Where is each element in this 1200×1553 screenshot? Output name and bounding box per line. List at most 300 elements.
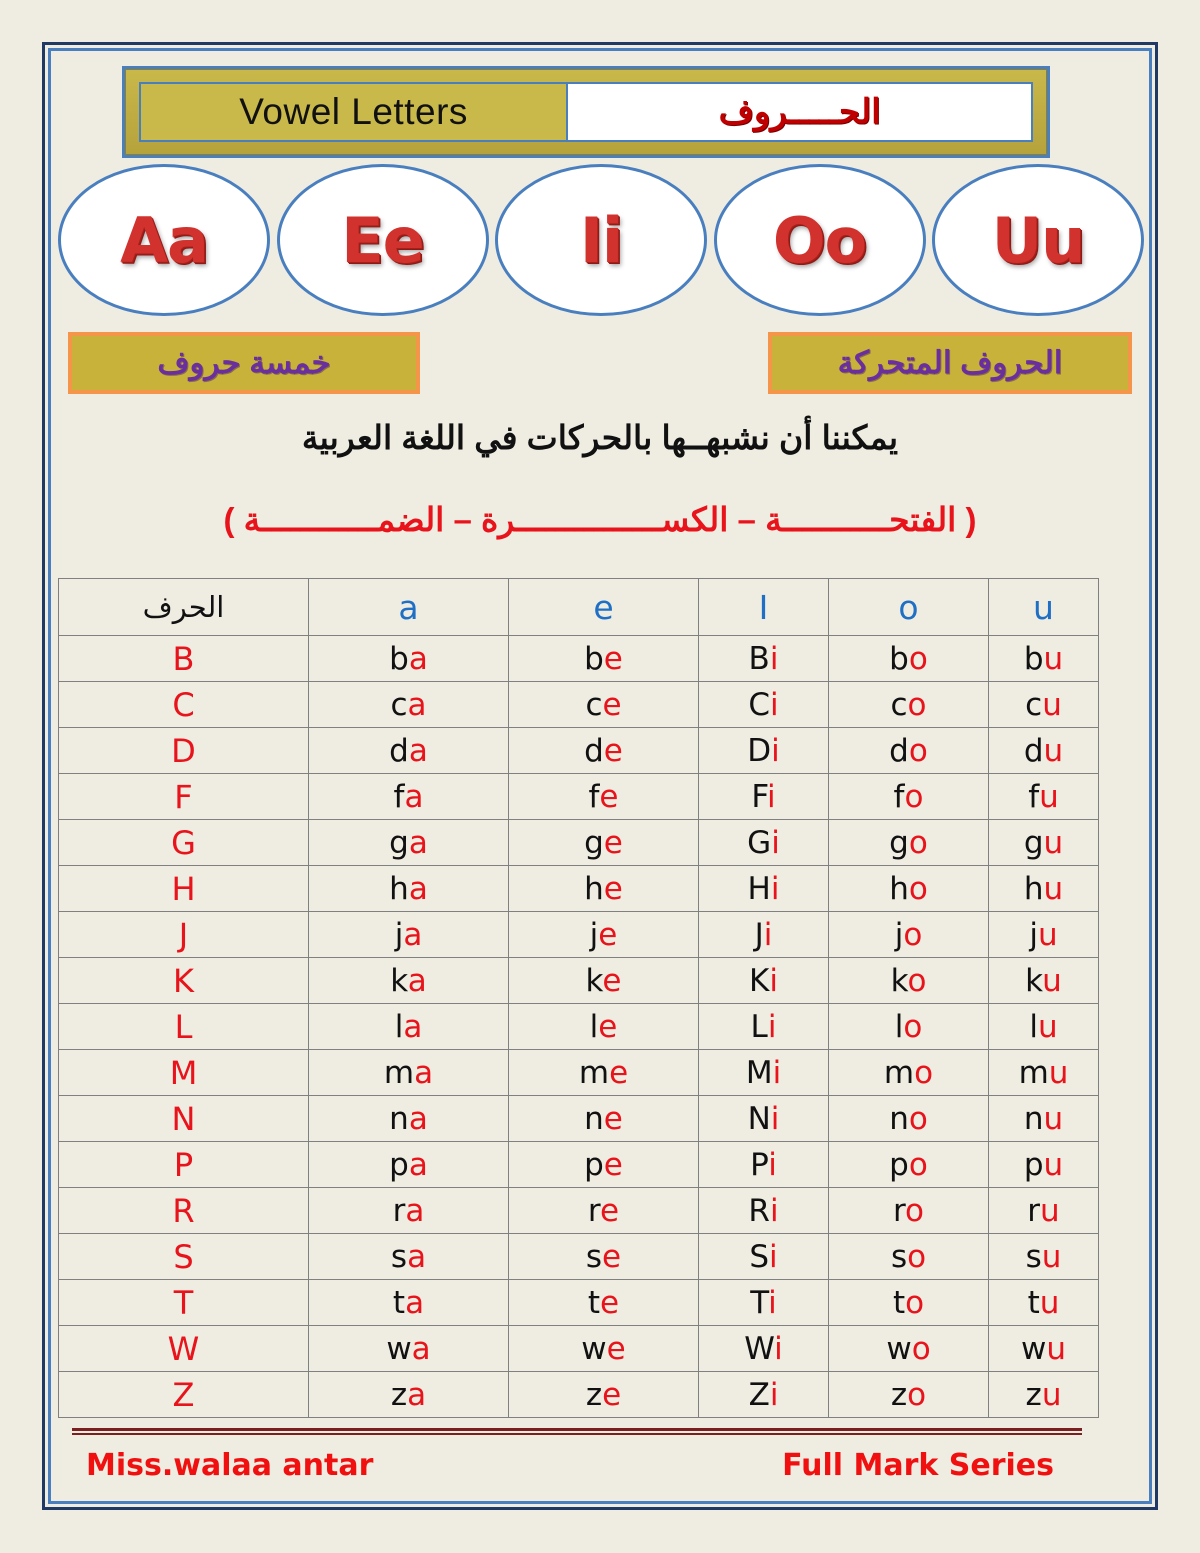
row-letter: K: [59, 958, 309, 1004]
syllable-vowel: i: [771, 824, 780, 861]
syllable-consonant: t: [392, 1284, 406, 1321]
syllable-vowel: u: [1040, 1192, 1060, 1229]
arabic-harakat-line: ( الفتحـــــــــــة – الكســـــــــــــــرة – الضمــــــــــــة ): [223, 501, 977, 538]
syllable-consonant: g: [584, 824, 604, 861]
syllable-cell-a: [309, 1188, 509, 1234]
syllable-vowel: e: [603, 640, 623, 677]
syllable-vowel: a: [414, 1054, 434, 1091]
syllable-consonant: z: [1025, 1376, 1042, 1413]
syllable-vowel: a: [407, 1376, 427, 1413]
syllable-vowel: o: [904, 778, 924, 815]
syllable-cell-e: [509, 728, 699, 774]
footer-author: Miss.walaa antar: [86, 1448, 374, 1483]
syllable-cell-o: [829, 1234, 989, 1280]
syllable-vowel: e: [603, 732, 623, 769]
vowel-label-a: Aa: [120, 203, 208, 277]
syllable-consonant: r: [892, 1192, 906, 1229]
syllable-vowel: e: [600, 1192, 620, 1229]
syllable-vowel: u: [1043, 870, 1064, 907]
column-header-i: I: [699, 579, 829, 636]
column-header-o: o: [829, 579, 989, 636]
syllable-cell-u: [989, 958, 1099, 1004]
syllable-cell-u: [989, 1234, 1099, 1280]
syllable-consonant: S: [749, 1238, 770, 1275]
syllable-consonant: H: [747, 870, 771, 907]
syllable-cell-e: [509, 866, 699, 912]
syllable-consonant: w: [1020, 1330, 1047, 1367]
syllable-consonant: r: [392, 1192, 406, 1229]
syllable-cell-e: [509, 1188, 699, 1234]
table-row: [59, 820, 1099, 866]
syllable-cell-i: [699, 866, 829, 912]
footer-series: Full Mark Series: [782, 1448, 1054, 1483]
row-letter: P: [59, 1142, 309, 1188]
syllable-consonant: n: [1023, 1100, 1044, 1137]
syllable-vowel: i: [770, 870, 780, 907]
syllable-vowel: a: [408, 1146, 428, 1183]
vowel-ellipse-e: [277, 164, 489, 316]
syllable-vowel: u: [1043, 1146, 1064, 1183]
syllable-cell-u: [989, 728, 1099, 774]
table-row: [59, 1234, 1099, 1280]
syllable-consonant: R: [748, 1192, 770, 1229]
syllable-cell-o: [829, 728, 989, 774]
syllable-cell-i: [699, 1372, 829, 1418]
syllable-cell-u: [989, 1372, 1099, 1418]
syllable-cell-i: [699, 1142, 829, 1188]
syllable-vowel: o: [905, 1192, 925, 1229]
syllable-vowel: u: [1039, 1284, 1060, 1321]
row-letter: R: [59, 1188, 309, 1234]
syllable-consonant: N: [747, 1100, 771, 1137]
syllable-cell-e: [509, 1372, 699, 1418]
syllable-cell-a: [309, 1142, 509, 1188]
syllable-consonant: p: [584, 1146, 604, 1183]
syllable-vowel: e: [603, 824, 623, 861]
row-letter: B: [59, 636, 309, 682]
table-row: [59, 1326, 1099, 1372]
table-header: [59, 579, 1099, 636]
syllable-consonant: s: [1025, 1238, 1042, 1275]
syllable-cell-i: [699, 774, 829, 820]
syllable-vowel: e: [602, 1238, 622, 1275]
syllable-vowel: o: [908, 732, 928, 769]
syllable-consonant: j: [394, 916, 404, 953]
syllable-consonant: l: [1029, 1008, 1038, 1045]
table-row: [59, 1188, 1099, 1234]
column-header-e: e: [509, 579, 699, 636]
syllable-cell-i: [699, 958, 829, 1004]
syllable-consonant: h: [584, 870, 604, 907]
syllable-vowel: i: [767, 1008, 777, 1045]
syllable-cell-o: [829, 912, 989, 958]
syllable-vowel: u: [1048, 1054, 1069, 1091]
syllable-consonant: m: [883, 1054, 915, 1091]
syllable-cell-i: [699, 1004, 829, 1050]
table-row: [59, 1142, 1099, 1188]
row-letter: L: [59, 1004, 309, 1050]
vowel-label-e: Ee: [341, 203, 424, 277]
syllable-cell-u: [989, 912, 1099, 958]
syllable-consonant: w: [581, 1330, 607, 1367]
syllable-consonant: t: [587, 1284, 601, 1321]
syllable-vowel: o: [908, 640, 928, 677]
row-letter: N: [59, 1096, 309, 1142]
syllable-cell-i: [699, 1188, 829, 1234]
syllable-consonant: C: [748, 686, 771, 723]
syllable-consonant: z: [390, 1376, 408, 1413]
syllable-cell-a: [309, 912, 509, 958]
table-row: [59, 912, 1099, 958]
gold-label-five-letters: [68, 332, 420, 394]
syllable-vowel: e: [598, 916, 618, 953]
row-letter: F: [59, 774, 309, 820]
syllable-cell-o: [829, 682, 989, 728]
syllable-vowel: i: [772, 1054, 782, 1091]
syllable-cell-a: [309, 774, 509, 820]
syllable-consonant: m: [383, 1054, 415, 1091]
syllable-consonant: W: [744, 1330, 775, 1367]
syllable-consonant: T: [750, 1284, 769, 1321]
syllable-cell-e: [509, 1050, 699, 1096]
syllable-vowel: o: [903, 1008, 923, 1045]
syllable-cell-a: [309, 682, 509, 728]
syllable-consonant: r: [1027, 1192, 1041, 1229]
syllable-consonant: c: [890, 686, 908, 723]
syllable-cell-o: [829, 1050, 989, 1096]
syllable-vowel: u: [1041, 1238, 1062, 1275]
syllable-cell-i: [699, 1280, 829, 1326]
table-row: [59, 1372, 1099, 1418]
syllable-consonant: b: [1023, 640, 1044, 677]
syllable-vowel: i: [769, 640, 779, 677]
table-row: [59, 1096, 1099, 1142]
title-english-box: [141, 84, 568, 140]
syllable-vowel: e: [602, 1376, 622, 1413]
syllable-vowel: o: [905, 1284, 925, 1321]
syllable-cell-a: [309, 1004, 509, 1050]
syllable-vowel: o: [908, 870, 928, 907]
syllable-consonant: K: [749, 962, 770, 999]
syllable-consonant: M: [745, 1054, 773, 1091]
syllable-consonant: m: [1018, 1054, 1049, 1091]
syllable-vowel: a: [403, 1008, 423, 1045]
syllable-cell-o: [829, 1372, 989, 1418]
syllable-consonant: b: [889, 640, 909, 677]
syllable-cell-a: [309, 1050, 509, 1096]
syllable-vowel: o: [907, 962, 927, 999]
syllable-cell-e: [509, 636, 699, 682]
syllable-cell-e: [509, 1096, 699, 1142]
syllable-vowel: o: [907, 1376, 927, 1413]
syllable-cell-e: [509, 1326, 699, 1372]
syllable-vowel: o: [911, 1330, 931, 1367]
syllable-consonant: l: [894, 1008, 904, 1045]
syllable-vowel: i: [768, 1146, 777, 1183]
table-row: [59, 1050, 1099, 1096]
table-row: [59, 866, 1099, 912]
syllable-consonant: p: [889, 1146, 909, 1183]
syllable-vowel: a: [405, 1192, 425, 1229]
syllable-cell-i: [699, 912, 829, 958]
syllable-vowel: e: [598, 1008, 618, 1045]
syllable-consonant: l: [589, 1008, 599, 1045]
syllable-cell-i: [699, 820, 829, 866]
syllable-cell-u: [989, 866, 1099, 912]
syllable-vowel: o: [914, 1054, 934, 1091]
syllable-cell-e: [509, 774, 699, 820]
gold-label-vowel-letters: [768, 332, 1132, 394]
syllable-consonant: d: [1023, 732, 1044, 769]
syllable-vowel: a: [403, 916, 423, 953]
syllable-vowel: a: [407, 962, 427, 999]
page-title-english: Vowel Letters: [239, 91, 468, 132]
vowel-label-o: Oo: [772, 203, 867, 277]
syllable-vowel: u: [1042, 962, 1062, 999]
syllable-cell-e: [509, 1280, 699, 1326]
syllable-vowel: o: [907, 1238, 927, 1275]
syllable-vowel: i: [771, 732, 780, 769]
syllable-consonant: F: [751, 778, 767, 815]
syllable-cell-i: [699, 682, 829, 728]
syllable-consonant: n: [389, 1100, 409, 1137]
syllable-consonant: c: [585, 686, 603, 723]
syllable-consonant: d: [584, 732, 604, 769]
syllable-vowel: i: [769, 1376, 779, 1413]
syllable-vowel: a: [411, 1330, 431, 1367]
syllable-cell-a: [309, 820, 509, 866]
syllable-vowel: a: [407, 686, 427, 723]
syllable-vowel: e: [603, 1100, 623, 1137]
syllable-consonant: r: [587, 1192, 600, 1229]
syllable-vowel: i: [770, 1100, 780, 1137]
syllable-consonant: m: [578, 1054, 610, 1091]
column-header-u: u: [989, 579, 1099, 636]
syllable-consonant: c: [390, 686, 408, 723]
syllable-vowel: e: [603, 1146, 623, 1183]
syllable-vowel: u: [1037, 916, 1058, 953]
syllable-cell-u: [989, 820, 1099, 866]
syllable-cell-u: [989, 1326, 1099, 1372]
gold-label-row: [68, 332, 1132, 394]
syllable-consonant: D: [747, 732, 772, 769]
syllable-consonant: f: [588, 778, 600, 815]
syllable-cell-u: [989, 1280, 1099, 1326]
syllable-consonant: k: [890, 962, 908, 999]
syllable-cell-o: [829, 1326, 989, 1372]
syllable-vowel: e: [602, 686, 622, 723]
syllable-cell-i: [699, 1326, 829, 1372]
syllable-cell-a: [309, 1280, 509, 1326]
syllable-consonant: s: [890, 1238, 908, 1275]
syllable-vowel: a: [408, 870, 428, 907]
syllable-vowel: e: [609, 1054, 629, 1091]
vowel-ellipse-row: [58, 164, 1144, 316]
syllable-cell-a: [309, 1096, 509, 1142]
table-row: [59, 1280, 1099, 1326]
syllable-vowel: a: [408, 732, 428, 769]
syllable-cell-o: [829, 958, 989, 1004]
arabic-explanation-note: يمكننا أن نشبهــها بالحركات في اللغة العربية: [301, 419, 899, 456]
syllable-consonant: d: [889, 732, 909, 769]
syllable-cell-o: [829, 1004, 989, 1050]
syllable-vowel: u: [1043, 640, 1064, 677]
syllable-cell-u: [989, 682, 1099, 728]
syllable-vowel: a: [404, 778, 424, 815]
vowel-ellipse-a: [58, 164, 270, 316]
syllable-vowel: u: [1046, 1330, 1066, 1367]
row-letter: T: [59, 1280, 309, 1326]
syllable-cell-e: [509, 1234, 699, 1280]
syllable-consonant: L: [750, 1008, 768, 1045]
syllable-vowel: i: [768, 1284, 777, 1321]
table-row: [59, 1004, 1099, 1050]
syllable-consonant: B: [748, 640, 770, 677]
syllable-vowel: u: [1042, 686, 1062, 723]
syllable-cell-u: [989, 1096, 1099, 1142]
syllable-vowel: a: [407, 1238, 427, 1275]
syllable-cell-o: [829, 774, 989, 820]
footer-divider: [72, 1428, 1082, 1435]
syllable-consonant: j: [1029, 916, 1038, 953]
row-letter: J: [59, 912, 309, 958]
syllable-cell-e: [509, 682, 699, 728]
vowel-ellipse-u: [932, 164, 1144, 316]
syllable-consonant: h: [389, 870, 409, 907]
syllable-vowel: o: [908, 1146, 928, 1183]
syllable-consonant: k: [585, 962, 603, 999]
vowel-ellipse-o: [714, 164, 926, 316]
syllable-consonant: l: [394, 1008, 404, 1045]
syllable-cell-o: [829, 1096, 989, 1142]
syllable-cell-i: [699, 1050, 829, 1096]
title-banner-inner: [139, 82, 1033, 142]
syllable-cell-u: [989, 1050, 1099, 1096]
syllable-consonant: d: [389, 732, 409, 769]
column-header-letter: الحرف: [59, 579, 309, 636]
syllable-cell-e: [509, 958, 699, 1004]
syllable-vowel: o: [908, 1100, 928, 1137]
syllable-vowel: o: [903, 916, 923, 953]
syllable-cell-u: [989, 1188, 1099, 1234]
syllable-table: [58, 578, 1099, 1418]
syllable-vowel: e: [599, 778, 619, 815]
syllable-consonant: n: [584, 1100, 604, 1137]
syllable-consonant: k: [390, 962, 408, 999]
syllable-cell-a: [309, 728, 509, 774]
syllable-cell-a: [309, 1326, 509, 1372]
syllable-vowel: i: [769, 962, 778, 999]
syllable-cell-o: [829, 866, 989, 912]
syllable-consonant: g: [1023, 824, 1044, 861]
syllable-cell-u: [989, 774, 1099, 820]
syllable-consonant: b: [389, 640, 409, 677]
syllable-vowel: i: [763, 916, 773, 953]
syllable-cell-a: [309, 636, 509, 682]
syllable-vowel: o: [907, 686, 927, 723]
syllable-vowel: u: [1037, 1008, 1058, 1045]
syllable-consonant: h: [1023, 870, 1044, 907]
syllable-consonant: s: [390, 1238, 408, 1275]
row-letter: G: [59, 820, 309, 866]
syllable-cell-i: [699, 636, 829, 682]
syllable-cell-u: [989, 1142, 1099, 1188]
syllable-consonant: s: [585, 1238, 603, 1275]
syllable-consonant: f: [893, 778, 905, 815]
syllable-vowel: e: [606, 1330, 626, 1367]
syllable-consonant: j: [589, 916, 599, 953]
syllable-vowel: e: [602, 962, 622, 999]
syllable-vowel: i: [766, 778, 776, 815]
syllable-vowel: i: [769, 1192, 779, 1229]
vowel-ellipse-i: [495, 164, 707, 316]
column-header-a: a: [309, 579, 509, 636]
syllable-consonant: w: [386, 1330, 412, 1367]
syllable-vowel: u: [1043, 824, 1064, 861]
table-row: [59, 636, 1099, 682]
row-letter: S: [59, 1234, 309, 1280]
syllable-cell-e: [509, 1142, 699, 1188]
syllable-vowel: u: [1039, 778, 1059, 815]
table-row: [59, 958, 1099, 1004]
syllable-consonant: g: [889, 824, 909, 861]
syllable-vowel: i: [769, 1238, 778, 1275]
syllable-consonant: w: [886, 1330, 912, 1367]
table-header-row: [59, 579, 1099, 636]
syllable-consonant: Z: [748, 1376, 770, 1413]
vowel-label-u: Uu: [991, 203, 1085, 277]
syllable-cell-e: [509, 1004, 699, 1050]
syllable-cell-o: [829, 1188, 989, 1234]
table-row: [59, 682, 1099, 728]
syllable-cell-i: [699, 1096, 829, 1142]
title-banner: [122, 66, 1050, 158]
syllable-consonant: z: [890, 1376, 908, 1413]
syllable-cell-o: [829, 1280, 989, 1326]
syllable-vowel: a: [408, 1100, 428, 1137]
syllable-cell-e: [509, 820, 699, 866]
row-letter: Z: [59, 1372, 309, 1418]
vowel-label-i: Ii: [579, 203, 623, 277]
syllable-vowel: a: [408, 640, 428, 677]
syllable-vowel: u: [1043, 1100, 1064, 1137]
syllable-consonant: b: [584, 640, 604, 677]
syllable-cell-i: [699, 728, 829, 774]
syllable-consonant: t: [1027, 1284, 1040, 1321]
syllable-cell-a: [309, 958, 509, 1004]
syllable-consonant: k: [1025, 962, 1043, 999]
row-letter: M: [59, 1050, 309, 1096]
syllable-consonant: z: [585, 1376, 603, 1413]
syllable-consonant: f: [393, 778, 405, 815]
syllable-consonant: g: [389, 824, 409, 861]
syllable-vowel: a: [408, 824, 428, 861]
syllable-cell-a: [309, 1372, 509, 1418]
syllable-consonant: n: [889, 1100, 909, 1137]
syllable-vowel: e: [603, 870, 623, 907]
gold-label-right-text: الحروف المتحركة: [837, 345, 1063, 380]
table-body: [59, 636, 1099, 1418]
syllable-cell-a: [309, 866, 509, 912]
gold-label-left-text: خمسة حروف: [157, 345, 331, 380]
syllable-vowel: a: [405, 1284, 425, 1321]
syllable-consonant: J: [754, 916, 764, 953]
syllable-consonant: j: [894, 916, 904, 953]
table-row: [59, 774, 1099, 820]
row-letter: W: [59, 1326, 309, 1372]
row-letter: H: [59, 866, 309, 912]
syllable-cell-o: [829, 636, 989, 682]
